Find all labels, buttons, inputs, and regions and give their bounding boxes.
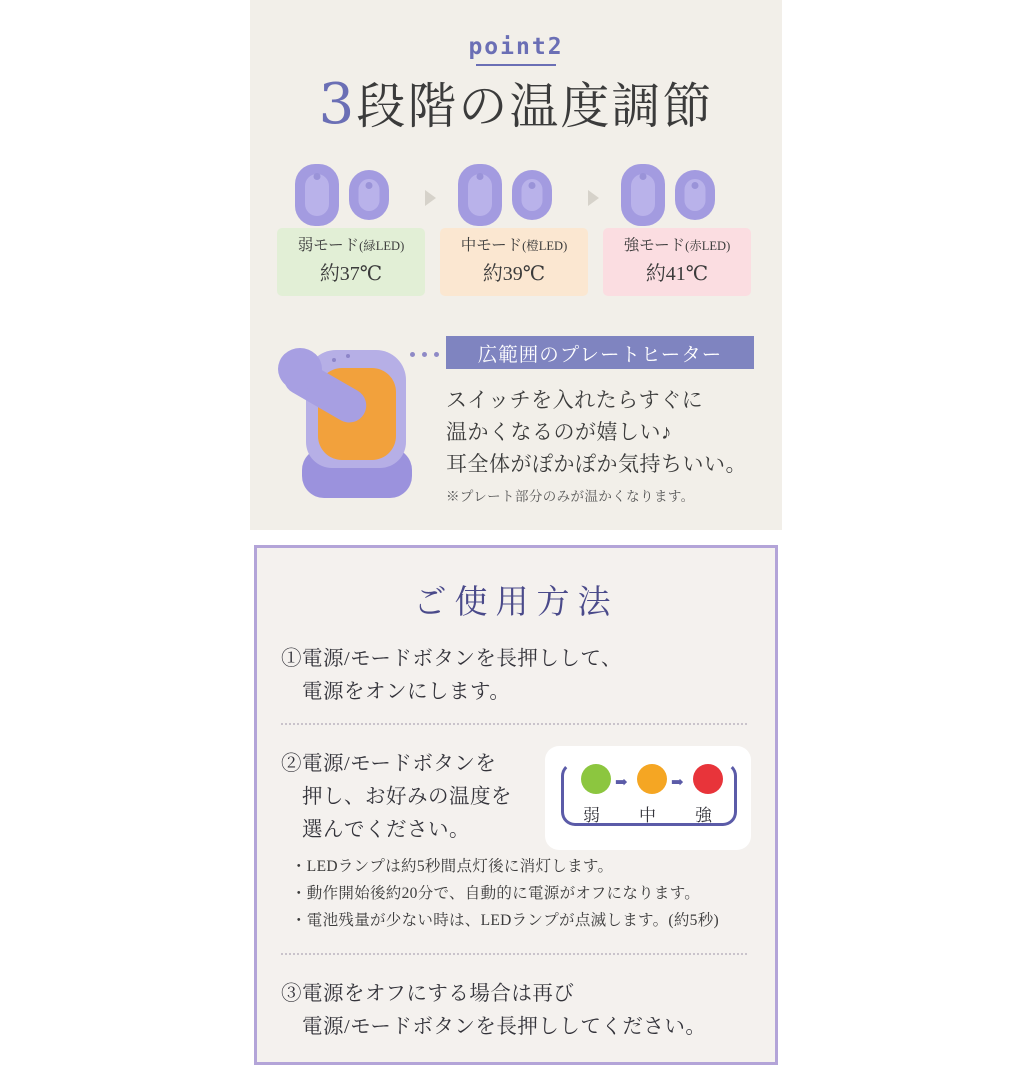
usage-step-3-line-1: ③電源をオフにする場合は再び bbox=[281, 983, 575, 1005]
heater-note: ※プレート部分のみが温かくなります。 bbox=[446, 489, 695, 504]
usage-panel bbox=[254, 545, 778, 1065]
heater-line-3: 耳全体がぽかぽか気持ちいい。 bbox=[446, 452, 747, 476]
heater-line-1: スイッチを入れたらすぐに bbox=[446, 388, 704, 412]
arrow-right-icon-2 bbox=[588, 190, 599, 206]
divider-1 bbox=[281, 723, 747, 725]
led-label-medium: 中 bbox=[639, 806, 656, 825]
usage-step-1-line-1: ①電源/モードボタンを長押しして、 bbox=[281, 648, 622, 670]
led-cycle-card bbox=[545, 746, 751, 850]
usage-step-2-line-3: 選んでください。 bbox=[281, 819, 470, 841]
mode-led-weak: (緑LED) bbox=[359, 239, 405, 253]
point-label-underline bbox=[476, 64, 556, 66]
usage-step-2-line-1: ②電源/モードボタンを bbox=[281, 753, 497, 775]
arrow-right-icon-1 bbox=[425, 190, 436, 206]
heater-title: 広範囲のプレートヒーター bbox=[446, 336, 754, 369]
mode-card-weak bbox=[277, 228, 425, 296]
mode-card-medium bbox=[440, 228, 588, 296]
mode-list bbox=[277, 160, 757, 300]
led-dot-orange bbox=[637, 764, 667, 794]
mode-temp-medium: 約39℃ bbox=[482, 263, 546, 285]
usage-step-1 bbox=[281, 643, 751, 709]
mode-led-strong: (赤LED) bbox=[685, 239, 731, 253]
usage-note-1: ・LEDランプは約5秒間点灯後に消灯します。 bbox=[291, 858, 614, 875]
led-dot-green bbox=[581, 764, 611, 794]
point2-panel bbox=[250, 0, 782, 530]
usage-step-2-line-2: 押し、お好みの温度を bbox=[281, 786, 512, 808]
earbuds-medium-icon bbox=[440, 160, 588, 228]
headline-rest: 段階の温度調節 bbox=[356, 79, 714, 134]
headline-number: 3 bbox=[318, 72, 357, 137]
usage-notes bbox=[291, 853, 751, 934]
usage-note-3: ・電池残量が少ない時は、LEDランプが点滅します。(約5秒) bbox=[291, 912, 719, 929]
point-label: point2 bbox=[468, 34, 564, 60]
led-dot-red bbox=[693, 764, 723, 794]
mode-led-medium: (橙LED) bbox=[522, 239, 568, 253]
usage-step-1-line-2: 電源をオンにします。 bbox=[281, 681, 511, 703]
mode-name-medium: 中モード bbox=[460, 237, 523, 254]
mode-temp-weak: 約37℃ bbox=[319, 263, 383, 285]
usage-step-3 bbox=[281, 978, 751, 1044]
mode-name-weak: 弱モード bbox=[297, 237, 360, 254]
led-label-strong: 強 bbox=[695, 806, 712, 825]
mode-temp-strong: 約41℃ bbox=[645, 263, 709, 285]
led-label-weak: 弱 bbox=[583, 806, 600, 825]
usage-note-2: ・動作開始後約20分で、自動的に電源がオフになります。 bbox=[291, 885, 701, 902]
usage-title: ご使用方法 bbox=[413, 585, 619, 621]
arrow-icon-2: ➡ bbox=[671, 775, 684, 791]
arrow-icon-1: ➡ bbox=[615, 775, 628, 791]
device-illustration bbox=[280, 330, 430, 510]
heater-description bbox=[446, 384, 766, 480]
usage-step-2 bbox=[281, 748, 543, 847]
usage-step-3-line-2: 電源/モードボタンを長押ししてください。 bbox=[281, 1016, 707, 1038]
earbuds-strong-icon bbox=[603, 160, 751, 228]
mode-card-strong bbox=[603, 228, 751, 296]
page-title bbox=[250, 68, 782, 138]
mode-name-strong: 強モード bbox=[623, 237, 686, 254]
led-color-row bbox=[575, 764, 725, 798]
heater-line-2: 温かくなるのが嬉しい♪ bbox=[446, 420, 672, 444]
earbuds-weak-icon bbox=[277, 160, 425, 228]
divider-2 bbox=[281, 953, 747, 955]
